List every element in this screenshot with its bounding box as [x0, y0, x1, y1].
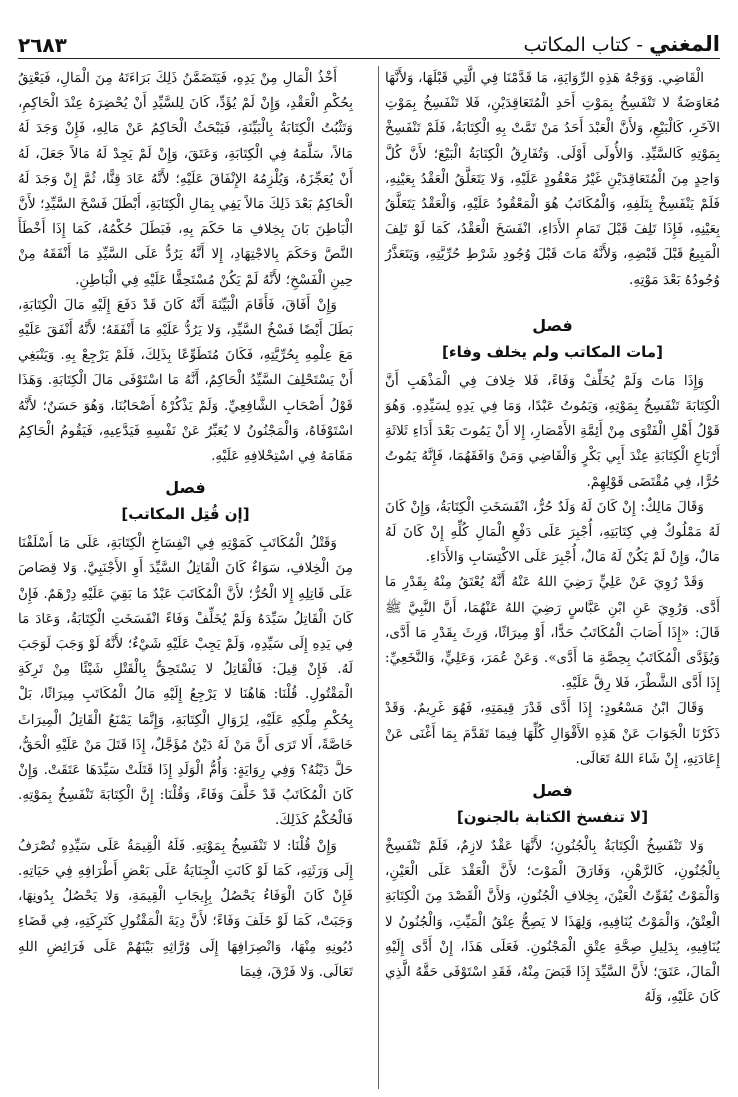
page-header [18, 30, 720, 59]
section-subheading: [لا تنفسخ الكتابة بالجنون] [456, 808, 649, 827]
paragraph: وَلا تَنْفَسِخُ الْكِتَابَةُ بِالْجُنُونِ؛ لأَنَّهَا عَقْدٌ لازِمٌ، فَلَمْ تَنْفَسِخْ بِالْجُنُونِ، كَالرَّهْنِ، وَفَارَقَ الْمَوْتَ؛ لأَنَّ الْعَقْدَ عَلَى الْعَيْنِ، وَالْمَوْتُ يُفَوِّتُ الْعَيْنَ، بِخِلافِ الْجُنُونِ، وَلأَنَّ الْقَصْدَ مِنَ الْكِتَابَةِ الْعِتْقُ، وَالْمَوْتُ يُنَافِيهِ، وَلِهَذَا لا يَصِحُّ عِتْقُ الْمَيِّتِ، وَالْجُنُونُ لا يُنَافِيهِ، بِدَلِيلِ صِحَّةِ عِتْقِ الْمَجْنُونِ. فَعَلَى هَذَا، إِنْ أَدَّى إِلَيْهِ الْمَالَ، عَتَقَ؛ لأَنَّ السَّيِّدَ إِذَا قَبَضَ مِنْهُ، فَقَدِ اسْتَوْفَى حَقَّهُ الَّذِي كَانَ عَلَيْهِ، وَلَهُ [385, 838, 720, 1006]
paragraph: وَقَتْلُ الْمُكَاتَبِ كَمَوْتِهِ فِي انْفِسَاخِ الْكِتَابَةِ، عَلَى مَا أَسْلَفْنَا مِنَ الْخِلافِ، سَوَاءٌ كَانَ الْقَاتِلُ السَّيِّدَ أَوِ الأَجْنَبِيَّ. وَلا قِصَاصَ عَلَى قَاتِلِهِ إِلا الْحُرُّ؛ لأَنَّ الْمُكَاتَبَ عَبْدٌ مَا بَقِيَ عَلَيْهِ دِرْهَمٌ. فَإِنْ كَانَ الْقَاتِلُ سَيِّدَهُ وَلَمْ يُخَلِّفْ وَفَاءً انْفَسَخَتِ الْكِتَابَةُ، وَعَادَ مَا فِي يَدِهِ إِلَى سَيِّدِهِ، وَلَمْ يَجِبْ عَلَيْهِ شَيْءٌ؛ لأَنَّهُ لَوْ وَجَبَ لَوَجَبَ لَهُ. فَإِنْ قِيلَ: فَالْقَاتِلُ لا يَسْتَحِقُّ بِالْقَتْلِ شَيْئًا مِنْ تَرِكَةِ الْمَقْتُولِ. قُلْنَا: هَاهُنَا لا يَرْجِعُ إِلَيْهِ مَالُ الْمُكَاتَبِ مِيرَاثًا، بَلْ بِحُكْمِ مِلْكِهِ عَلَيْهِ، لِزَوَالِ الْكِتَابَةِ، وَإِنَّمَا يَمْنَعُ الْقَاتِلُ الْمِيرَاثَ خَاصَّةً، أَلا تَرَى أَنَّ مَنْ لَهُ دَيْنٌ مُؤَجَّلٌ، إِذَا قَتَلَ مَنْ عَلَيْهِ الْحَقُّ، حَلَّ دَيْنُهُ؟ وَفِي رِوَايَةٍ: وَأُمُّ الْوَلَدِ إِذَا قَتَلَتْ سَيِّدَهَا عَتَقَتْ. وَإِنْ كَانَ الْمُكَاتَبُ قَدْ خَلَّفَ وَفَاءً، وَقُلْنَا: إِنَّ الْكِتَابَةَ تَنْفَسِخُ بِمَوْتِهِ. فَالْحُكْمُ كَذَلِكَ. [18, 535, 353, 829]
chapter-name: كتاب المكاتب [523, 34, 631, 56]
section-heading: فصل [532, 315, 573, 335]
book-name: المغني [649, 32, 720, 56]
paragraph: وَإِذَا مَاتَ وَلَمْ يُخَلِّفْ وَفَاءً، فَلا خِلافَ فِي الْمَذْهَبِ أَنَّ الْكِتَابَةَ تَنْفَسِخُ بِمَوْتِهِ، وَيَمُوتُ عَبْدًا، وَمَا فِي يَدِهِ لِسَيِّدِهِ. وَهُوَ قَوْلُ أَهْلِ الْفَتْوَى مِنْ أَئِمَّةِ الأَمْصَارِ، إِلا أَنْ يَمُوتَ بَعْدَ أَدَاءِ ثَلاثَةِ أَرْبَاعِ الْكِتَابَةِ عِنْدَ أَبِي بَكْرٍ وَالْقَاضِي وَمَنْ وَافَقَهُمَا، فَإِنَّهُ يَمُوتُ حُرًّا، فِي مُقْتَضَى قَوْلِهِمْ. [385, 372, 720, 490]
paragraph: وَإِنْ أَفَاقَ، فَأَقَامَ الْبَيِّنَةَ أَنَّهُ كَانَ قَدْ دَفَعَ إِلَيْهِ مَالَ الْكِتَابَةِ، بَطَلَ أَيْضًا فَسْخُ السَّيِّدِ، وَلا يَرُدُّ عَلَيْهِ مَا أَنْفَقَهُ؛ لأَنَّهُ أَنْفَقَ عَلَيْهِ مَعَ عِلْمِهِ بِحُرِّيَّتِهِ، فَكَانَ مُتَطَوِّعًا بِذَلِكَ، فَلَمْ يَرْجِعْ بِهِ. وَيَنْبَغِي أَنْ يَسْتَحْلِفَ السَّيِّدُ الْحَاكِمُ، أَنَّهُ مَا اسْتَوْفَى مَالَ الْكِتَابَةِ. وَهَذَا قَوْلُ أَصْحَابِ الشَّافِعِيِّ. وَلَمْ يَذْكُرْهُ أَصْحَابُنَا، وَهُوَ حَسَنٌ؛ لأَنَّهُ اسْتَوْفَاهُ، وَالْمَجْنُونُ لا يُعَبِّرُ عَنْ نَفْسِهِ فَيَدَّعِيهِ، فَيَقُومُ الْحَاكِمُ مَقَامَهُ فِي اسْتِحْلافِهِ عَلَيْهِ. [18, 296, 353, 465]
section-heading: فصل [165, 478, 206, 498]
right-column [385, 66, 720, 1011]
title-separator: - [630, 34, 650, 56]
running-title [523, 31, 720, 58]
paragraph: وَقَالَ مَالِكٌ: إِنْ كَانَ لَهُ وَلَدٌ حُرٌّ، انْفَسَخَتِ الْكِتَابَةُ، وَإِنْ كَانَ لَهُ مَمْلُوكٌ فِي كِتَابَتِهِ، أُجْبِرَ عَلَى دَفْعِ الْمَالِ كُلِّهِ إِنْ كَانَ لَهُ مَالٌ، وَإِنْ لَمْ يَكُنْ لَهُ مَالٌ، أُجْبِرَ عَلَى الاكْتِسَابِ وَالأَدَاءِ. [385, 498, 720, 566]
section-subheading: [إن قُتِل المكاتب] [121, 505, 250, 524]
paragraph: الْقَاضِي. وَوَجْهُ هَذِهِ الرِّوَايَةِ، مَا قَدَّمْنَا فِي الَّتِي قَبْلَهَا، وَلأَنَّهَا مُعَاوَضَةٌ لا تَنْفَسِخُ بِمَوْتِ أَحَدِ الْمُتَعَاقِدَيْنِ، فَلا تَنْفَسِخُ بِمَوْتِ الآخَرِ، كَالْبَيْعِ، وَلأَنَّ الْعَبْدَ أَحَدُ مَنْ تَمَّتْ بِهِ الْكِتَابَةُ، فَلَمْ تَنْفَسِخْ بِمَوْتِهِ كَالسَّيِّدِ. وَالأُولَى أَوْلَى. وَتُفَارِقُ الْكِتَابَةُ الْبَيْعَ؛ لأَنَّ كُلَّ وَاحِدٍ مِنَ الْمُتَعَاقِدَيْنِ غَيْرُ مَعْقُودٍ عَلَيْهِ، وَلا يَتَعَلَّقُ الْعَقْدُ بِعَيْنِهِ، فَلَمْ يَنْفَسِخْ بِتَلَفِهِ، وَالْمُكَاتَبُ هُوَ الْمَعْقُودُ عَلَيْهِ، وَالْعَقْدُ يَتَعَلَّقُ بِعَيْنِهِ، فَإِذَا تَلِفَ قَبْلَ تَمَامِ الأَدَاءِ، انْفَسَخَ الْعَقْدُ، كَمَا لَوْ تَلِفَ الْمَبِيعُ قَبْلَ قَبْضِهِ، وَلأَنَّهُ مَاتَ قَبْلَ وُجُودِ شَرْطِ حُرِّيَّتِهِ، وَيَتَعَذَّرُ وُجُودُهُ بَعْدَ مَوْتِهِ. [385, 70, 720, 288]
section-subheading: [مات المكاتب ولم يخلف وفاء] [442, 342, 663, 361]
paragraph: وَقَدْ رُوِيَ عَنْ عَلِيٍّ رَضِيَ اللهُ عَنْهُ أَنَّهُ يُعْتَقُ مِنْهُ بِقَدْرِ مَا أَدَّى. وَرُوِيَ عَنِ ابْنِ عَبَّاسٍ رَضِيَ اللهُ عَنْهُمَا، أَنَّ النَّبِيَّ ﷺ قَالَ: «إِذَا أَصَابَ الْمُكَاتَبُ حَدًّا، أَوْ مِيرَاثًا، وَرِثَ بِقَدْرِ مَا أَدَّى، وَيُؤَدَّى الْمُكَاتَبُ بِحِصَّةِ مَا أَدَّى». وَعَنْ عُمَرَ، وَعَلِيٍّ، وَالنَّخَعِيِّ: إِذَا أَدَّى الشَّطْرَ، فَلا رِقَّ عَلَيْهِ. [385, 574, 720, 692]
paragraph: أَخْذُ الْمَالِ مِنْ يَدِهِ، فَيَتَضَمَّنُ ذَلِكَ بَرَاءَتَهُ مِنَ الْمَالِ، فَيَعْتِقُ بِحُكْمِ الْعَقْدِ، وَإِنْ لَمْ يُؤَدِّ، كَانَ لِلسَّيِّدِ أَنْ يُحْضِرَهُ عِنْدَ الْحَاكِمِ، وَتَثْبُتُ الْكِتَابَةُ بِالْبَيِّنَةِ، فَيَبْحَثُ الْحَاكِمُ عَنْ مَالِهِ، فَإِنْ وَجَدَ لَهُ مَالاً، سَلَّمَهُ فِي الْكِتَابَةِ، وَعَتَقَ، وَإِنْ لَمْ يَجِدْ لَهُ مَالاً جَعَلَ، لَهُ أَنْ يُعَجِّزَهُ، وَيُلْزِمُهُ الإِنْفَاقَ عَلَيْهِ؛ لأَنَّهُ عَادَ قِنًّا، ثُمَّ إِنْ وَجَدَ لَهُ الْحَاكِمُ بَعْدَ ذَلِكَ مَالاً يَفِي بِمَالِ الْكِتَابَةِ، أَبْطَلَ فَسْخَ السَّيِّدِ؛ لأَنَّ الْبَاطِنَ بَانَ بِخِلافِ مَا حَكَمَ بِهِ، فَبَطَلَ حُكْمُهُ، كَمَا إِذَا أَخْطَأَ النَّصَّ وَحَكَمَ بِالاجْتِهَادِ، إِلا أَنَّهُ يَرُدُّ عَلَى السَّيِّدِ مَا أَنْفَقَهُ مِنْ حِينِ الْفَسْخِ؛ لأَنَّهُ لَمْ يَكُنْ مُسْتَحِقًّا عَلَيْهِ فِي الْبَاطِنِ. [18, 70, 353, 288]
column-divider [378, 66, 379, 1089]
section-heading: فصل [532, 781, 573, 801]
page-number: ٢٦٨٣ [18, 33, 67, 57]
paragraph: وَإِنْ قُلْنَا: لا تَنْفَسِخُ بِمَوْتِهِ. فَلَهُ الْقِيمَةُ عَلَى سَيِّدِهِ تُصْرَفُ إِلَى وَرَثَتِهِ، كَمَا لَوْ كَانَتِ الْجِنَايَةُ عَلَى بَعْضِ أَطْرَافِهِ فِي حَيَاتِهِ. فَإِنْ كَانَ الْوَفَاءُ يَحْصُلُ بِإِيجَابِ الْقِيمَةِ، وَلا يَحْصُلُ بِدُونِهَا، وَجَبَتْ، كَمَا لَوْ خَلَفَ وَفَاءً؛ لأَنَّ دِيَةَ الْمَقْتُولِ كَتَرِكَتِهِ، فِي قَضَاءِ دُيُونِهِ مِنْهَا، وَانْصِرَافِهَا إِلَى وُرَّاثِهِ بَيْنَهُمْ عَلَى فَرَائِضِ اللهِ تَعَالَى. وَلا فَرْقَ، فِيمَا [18, 837, 353, 980]
paragraph: وَقَالَ ابْنُ مَسْعُودٍ: إِذَا أَدَّى قَدْرَ قِيمَتِهِ، فَهُوَ غَرِيمٌ. وَقَدْ ذَكَرْنَا الْجَوَابَ عَنْ هَذِهِ الأَقْوَالِ كُلِّهَا فِيمَا تَقَدَّمَ بِمَا أَغْنَى عَنْ إِعَادَتِهِ، إِنْ شَاءَ اللهُ تَعَالَى. [385, 700, 720, 767]
left-column [18, 66, 353, 985]
text-columns [18, 66, 720, 1089]
